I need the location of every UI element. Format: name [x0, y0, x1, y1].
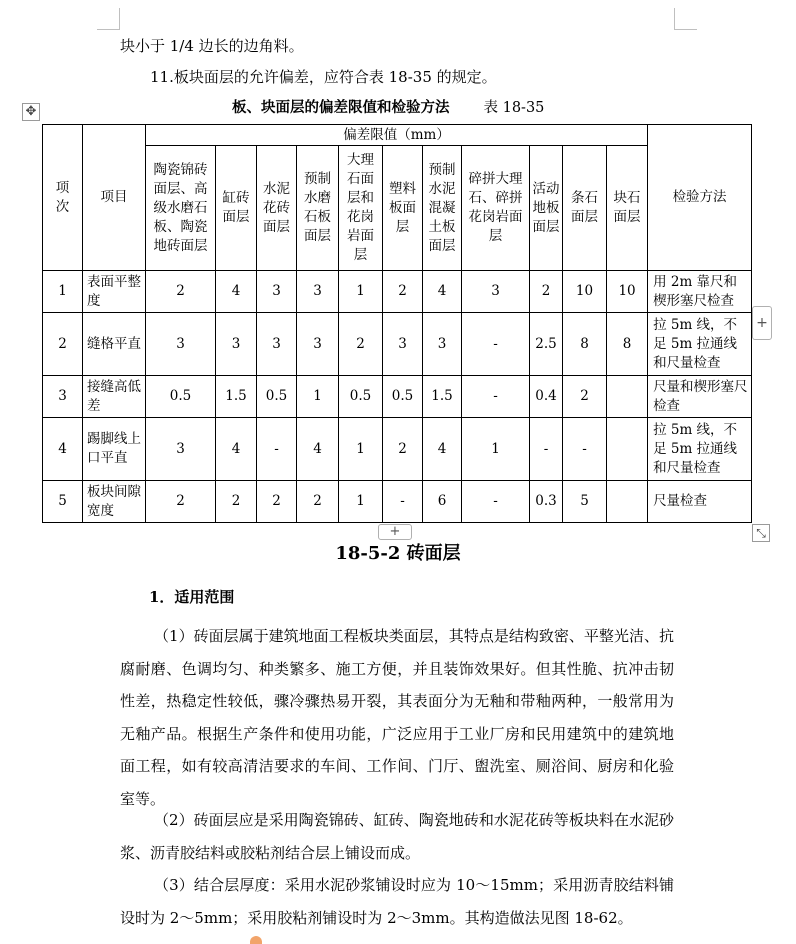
cell-value: 4: [423, 271, 462, 313]
material-header-mosaic: 陶瓷锦砖面层、高级水磨石板、陶瓷地砖面层: [146, 146, 216, 271]
cell-value: 10: [607, 271, 648, 313]
deviation-table: [42, 124, 752, 523]
cell-value: 0.5: [146, 376, 216, 418]
cell-value: 1.5: [423, 376, 462, 418]
row-index: 3: [43, 376, 83, 418]
text-line-corner-pieces: 块小于 1/4 边长的边角料。: [120, 37, 304, 55]
crop-mark-top-right-v: [674, 8, 675, 30]
table-move-icon[interactable]: ✥: [22, 103, 40, 121]
material-header-concrete-slab: 预制水泥混凝土板面层: [423, 146, 462, 271]
material-header-quarry: 缸砖面层: [216, 146, 257, 271]
table-row: [43, 481, 752, 523]
cell-value: 2: [146, 271, 216, 313]
cell-value: 2: [563, 376, 607, 418]
section-heading: 18-5-2 砖面层: [335, 543, 461, 564]
table-caption: [232, 98, 544, 118]
cell-value: -: [383, 481, 423, 523]
section-subheading: 1．适用范围: [149, 588, 235, 606]
table-number: 表 18-35: [483, 100, 545, 116]
row-item: 接缝高低差: [83, 376, 146, 418]
table-header-row-2: [43, 146, 752, 271]
cell-value: 0.3: [530, 481, 563, 523]
cell-value: 2: [257, 481, 297, 523]
material-header-plastic: 塑料板面层: [383, 146, 423, 271]
row-item: 踢脚线上口平直: [83, 418, 146, 481]
header-index-label: 项次: [55, 179, 70, 215]
cell-value: 4: [216, 418, 257, 481]
cell-value: -: [462, 313, 530, 376]
add-row-button[interactable]: +: [378, 524, 412, 540]
cell-value: 2: [216, 481, 257, 523]
cell-value: [607, 481, 648, 523]
cell-value: [607, 376, 648, 418]
table-row: [43, 418, 752, 481]
cell-value: 0.5: [383, 376, 423, 418]
cell-value: 3: [462, 271, 530, 313]
add-column-button[interactable]: +: [752, 306, 772, 340]
cell-value: 2.5: [530, 313, 563, 376]
cell-value: -: [462, 376, 530, 418]
cell-value: 0.5: [339, 376, 383, 418]
cell-value: 10: [563, 271, 607, 313]
cell-value: 3: [383, 313, 423, 376]
table-resize-icon[interactable]: ⤡: [752, 524, 770, 542]
paragraph-2-text: （2）砖面层应是采用陶瓷锦砖、缸砖、陶瓷地砖和水泥花砖等板块料在水泥砂浆、沥青胶结料或胶粘剂结合层上铺设而成。: [120, 811, 674, 862]
crop-mark-top-left-v: [119, 8, 120, 30]
header-item: 项目: [83, 125, 146, 271]
material-header-block-stone: 块石面层: [607, 146, 648, 271]
cell-value: 2: [383, 271, 423, 313]
cell-value: 1: [462, 418, 530, 481]
cell-value: -: [530, 418, 563, 481]
cell-value: 3: [423, 313, 462, 376]
row-method: 拉 5m 线，不足 5m 拉通线和尺量检查: [648, 313, 752, 376]
cell-value: 0.4: [530, 376, 563, 418]
table-caption-title: 板、块面层的偏差限值和检验方法: [232, 99, 450, 116]
cell-value: 3: [146, 418, 216, 481]
row-item: 板块间隙宽度: [83, 481, 146, 523]
row-item: 缝格平直: [83, 313, 146, 376]
cell-value: [607, 418, 648, 481]
cell-value: 2: [297, 481, 339, 523]
cell-value: 2: [146, 481, 216, 523]
row-index: 4: [43, 418, 83, 481]
row-method: 尺量和楔形塞尺检查: [648, 376, 752, 418]
cell-value: 4: [297, 418, 339, 481]
cell-value: 1: [339, 481, 383, 523]
cell-value: 2: [530, 271, 563, 313]
cell-value: -: [563, 418, 607, 481]
cell-value: 8: [563, 313, 607, 376]
material-header-marble-granite: 大理石面层和花岗岩面层: [339, 146, 383, 271]
cell-value: 6: [423, 481, 462, 523]
material-header-terrazzo: 预制水磨石板面层: [297, 146, 339, 271]
cell-value: 0.5: [257, 376, 297, 418]
cell-value: 1.5: [216, 376, 257, 418]
material-header-crazy-paving: 碎拼大理石、碎拼花岗岩面层: [462, 146, 530, 271]
cell-value: 3: [216, 313, 257, 376]
row-method: 拉 5m 线，不足 5m 拉通线和尺量检查: [648, 418, 752, 481]
table-row: [43, 376, 752, 418]
header-index: [43, 125, 83, 271]
row-item: 表面平整度: [83, 271, 146, 313]
text-line-tolerance-rule: 11.板块面层的允许偏差，应符合表 18-35 的规定。: [150, 68, 497, 86]
material-header-access-floor: 活动地板面层: [530, 146, 563, 271]
cell-value: 3: [297, 271, 339, 313]
cell-value: 3: [257, 271, 297, 313]
header-deviation-group: 偏差限值（mm）: [146, 125, 648, 146]
cell-value: -: [257, 418, 297, 481]
row-index: 2: [43, 313, 83, 376]
cell-value: 1: [339, 418, 383, 481]
table-row: [43, 271, 752, 313]
material-header-cement-tile: 水泥花砖面层: [257, 146, 297, 271]
cell-value: 1: [339, 271, 383, 313]
cell-value: 4: [216, 271, 257, 313]
row-index: 5: [43, 481, 83, 523]
cell-value: 1: [297, 376, 339, 418]
cell-value: 4: [423, 418, 462, 481]
paragraph-1-text: （1）砖面层属于建筑地面工程板块类面层，其特点是结构致密、平整光洁、抗腐耐磨、色调均匀、种类繁多、施工方便，并且装饰效果好。但其性脆、抗冲击韧性差，热稳定性较低，骤冷骤热易开裂，其表面分为无釉和带釉两种，一般常用为无釉产品。根据生产条件和使用功能，广泛应用于工业厂房和民用建筑中的建筑地面工程，如有较高清洁要求的车间、工作间、门厅、盥洗室、厕浴间、厨房和化验室等。: [120, 627, 674, 808]
crop-mark-top-right-h: [674, 29, 697, 30]
cell-value: -: [462, 481, 530, 523]
row-method: 用 2m 靠尺和楔形塞尺检查: [648, 271, 752, 313]
crop-mark-top-left-h: [97, 29, 120, 30]
paragraph-1: [120, 620, 674, 816]
cell-value: 3: [297, 313, 339, 376]
table-header-row-1: [43, 125, 752, 146]
row-method: 尺量检查: [648, 481, 752, 523]
header-method: 检验方法: [648, 125, 752, 271]
cell-value: 2: [383, 418, 423, 481]
paragraph-2: [120, 804, 674, 869]
row-index: 1: [43, 271, 83, 313]
cell-value: 3: [257, 313, 297, 376]
material-header-strip-stone: 条石面层: [563, 146, 607, 271]
paragraph-3-text: （3）结合层厚度：采用水泥砂浆铺设时应为 10～15mm；采用沥青胶结料铺设时为 2～5mm；采用胶粘剂铺设时为 2～3mm。其构造做法见图 18-62。: [120, 876, 674, 927]
cell-value: 5: [563, 481, 607, 523]
cell-value: 3: [146, 313, 216, 376]
cell-value: 2: [339, 313, 383, 376]
table-row: [43, 313, 752, 376]
cell-value: 8: [607, 313, 648, 376]
paragraph-3: [120, 869, 674, 934]
